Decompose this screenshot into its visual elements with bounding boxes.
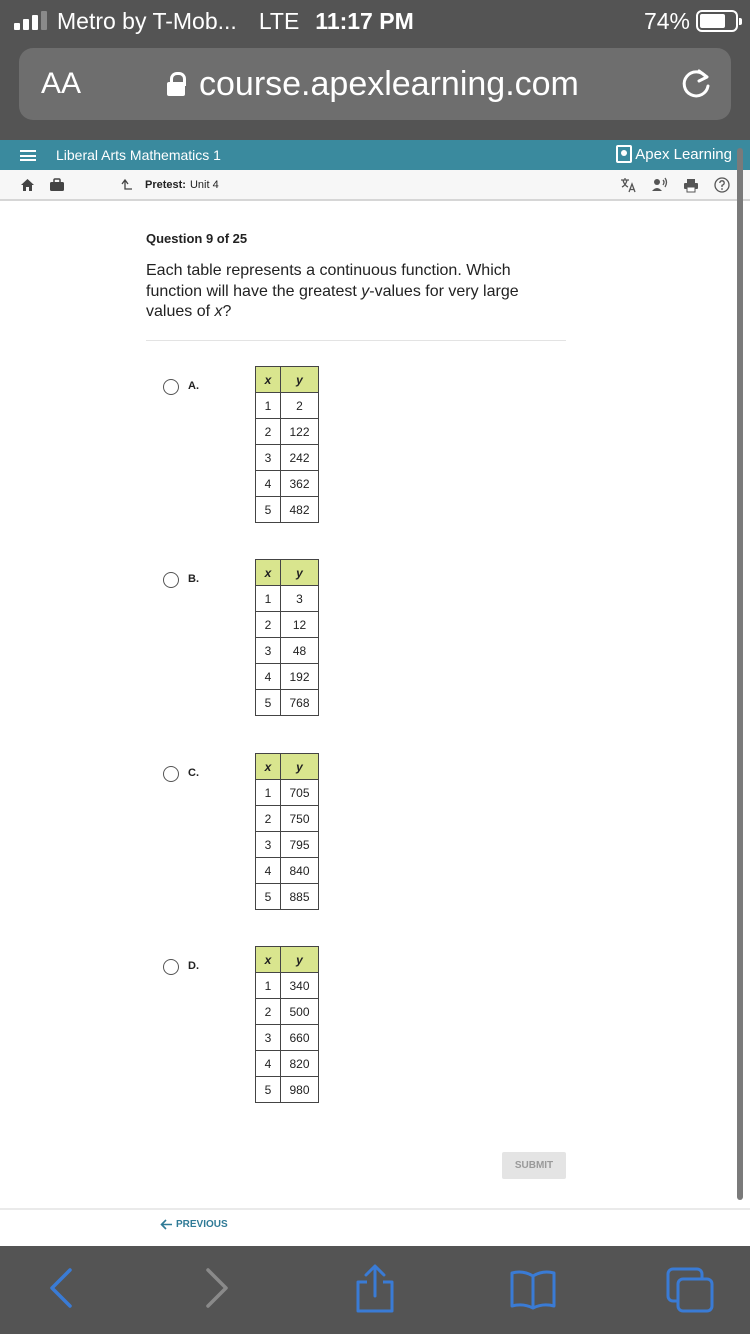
table-cell: 2 <box>256 806 281 832</box>
table-row <box>256 612 319 638</box>
url-text[interactable]: course.apexlearning.com <box>199 64 579 103</box>
table-cell: 5 <box>256 884 281 910</box>
back-chevron-icon[interactable] <box>48 1266 74 1310</box>
table-row <box>256 780 319 806</box>
option-letter: C. <box>188 767 199 779</box>
table-cell: 4 <box>256 471 281 497</box>
table-row <box>256 858 319 884</box>
table-cell: 840 <box>281 858 319 884</box>
table-row <box>256 832 319 858</box>
forward-chevron-icon[interactable] <box>204 1266 230 1310</box>
radio-button[interactable] <box>163 379 179 395</box>
table-cell: 768 <box>281 690 319 716</box>
table-cell: 122 <box>281 419 319 445</box>
book-icon[interactable] <box>509 1270 557 1310</box>
help-icon[interactable] <box>714 177 730 193</box>
clock: 11:17 PM <box>315 7 414 34</box>
table-cell: 1 <box>256 973 281 999</box>
table-cell: 660 <box>281 1025 319 1051</box>
table-cell: 362 <box>281 471 319 497</box>
table-header-x: x <box>256 754 281 780</box>
table-cell: 750 <box>281 806 319 832</box>
table-cell: 1 <box>256 393 281 419</box>
table-cell: 340 <box>281 973 319 999</box>
text-size-button[interactable]: AA <box>41 67 82 100</box>
submit-button[interactable]: SUBMIT <box>502 1152 566 1179</box>
option-letter: D. <box>188 960 199 972</box>
menu-icon[interactable] <box>20 150 36 161</box>
radio-button[interactable] <box>163 959 179 975</box>
battery-percent: 74% <box>643 7 690 34</box>
course-header <box>0 140 750 170</box>
value-table <box>255 946 319 1103</box>
table-row <box>256 664 319 690</box>
table-cell: 4 <box>256 1051 281 1077</box>
breadcrumb <box>145 179 219 191</box>
table-cell: 2 <box>256 419 281 445</box>
table-cell: 820 <box>281 1051 319 1077</box>
home-icon[interactable] <box>20 178 35 192</box>
table-row <box>256 973 319 999</box>
table-cell: 48 <box>281 638 319 664</box>
table-cell: 5 <box>256 690 281 716</box>
table-cell: 3 <box>256 445 281 471</box>
table-cell: 1 <box>256 780 281 806</box>
battery-status <box>644 8 738 35</box>
address-bar[interactable] <box>19 48 731 120</box>
question-number: Question 9 of 25 <box>146 231 248 246</box>
translate-icon[interactable] <box>620 177 636 193</box>
table-row <box>256 806 319 832</box>
table-row <box>256 471 319 497</box>
browser-chrome <box>0 0 750 140</box>
table-cell: 500 <box>281 999 319 1025</box>
text-to-speech-icon[interactable] <box>651 177 668 193</box>
previous-button[interactable] <box>160 1219 228 1230</box>
table-cell: 3 <box>256 1025 281 1051</box>
table-cell: 5 <box>256 1077 281 1103</box>
status-bar <box>14 6 738 36</box>
question-text <box>146 261 566 323</box>
question-text-part: ? <box>222 303 232 320</box>
table-row <box>256 586 319 612</box>
table-row <box>256 690 319 716</box>
question-var-y: y <box>361 282 370 300</box>
value-table <box>255 366 319 523</box>
table-cell: 2 <box>281 393 319 419</box>
question-var-x: x <box>214 303 223 320</box>
table-cell: 1 <box>256 586 281 612</box>
toolbar <box>0 170 750 201</box>
table-cell: 2 <box>256 999 281 1025</box>
question-text-part: Each table represents a continuous function. Which function will have the greatest <box>146 262 511 300</box>
table-cell: 795 <box>281 832 319 858</box>
briefcase-icon[interactable] <box>49 178 65 192</box>
table-header-x: x <box>256 947 281 973</box>
reload-icon[interactable] <box>679 67 713 101</box>
table-row <box>256 1025 319 1051</box>
table-row <box>256 999 319 1025</box>
table-cell: 482 <box>281 497 319 523</box>
table-row <box>256 497 319 523</box>
option-letter: B. <box>188 573 199 585</box>
table-cell: 705 <box>281 780 319 806</box>
network-type: LTE <box>258 7 300 34</box>
battery-icon <box>696 10 738 32</box>
divider <box>146 340 566 341</box>
table-row <box>256 884 319 910</box>
breadcrumb-type: Pretest: <box>145 178 186 191</box>
question-text-part: -values for very large values of <box>146 282 519 320</box>
value-table <box>255 753 319 910</box>
apex-brand: Apex Learning <box>635 145 732 163</box>
table-header-x: x <box>256 560 281 586</box>
browser-toolbar <box>0 1246 750 1334</box>
table-header-y: y <box>281 754 319 780</box>
table-row <box>256 1077 319 1103</box>
table-header-x: x <box>256 367 281 393</box>
print-icon[interactable] <box>683 178 699 193</box>
table-header-y: y <box>281 560 319 586</box>
left-arrow-icon <box>160 1219 173 1230</box>
divider <box>0 1208 750 1210</box>
table-cell: 3 <box>256 638 281 664</box>
signal-icon <box>14 12 47 30</box>
table-cell: 3 <box>256 832 281 858</box>
table-cell: 2 <box>256 612 281 638</box>
table-header-y: y <box>281 367 319 393</box>
course-title: Liberal Arts Mathematics 1 <box>56 147 221 163</box>
radio-button[interactable] <box>163 572 179 588</box>
table-cell: 4 <box>256 664 281 690</box>
share-icon[interactable] <box>354 1264 396 1314</box>
table-cell: 192 <box>281 664 319 690</box>
scrollbar[interactable] <box>737 148 743 1200</box>
table-cell: 242 <box>281 445 319 471</box>
table-cell: 5 <box>256 497 281 523</box>
table-row <box>256 1051 319 1077</box>
table-cell: 3 <box>281 586 319 612</box>
previous-label: PREVIOUS <box>176 1219 228 1230</box>
lock-icon <box>167 72 185 96</box>
table-cell: 12 <box>281 612 319 638</box>
table-cell: 885 <box>281 884 319 910</box>
table-header-y: y <box>281 947 319 973</box>
table-row <box>256 393 319 419</box>
table-row <box>256 638 319 664</box>
radio-button[interactable] <box>163 766 179 782</box>
apex-logo-icon <box>616 145 632 163</box>
table-row <box>256 419 319 445</box>
apex-logo <box>616 145 732 163</box>
up-arrow-icon[interactable] <box>119 178 133 192</box>
table-cell: 4 <box>256 858 281 884</box>
breadcrumb-unit: Unit 4 <box>189 178 219 191</box>
table-row <box>256 445 319 471</box>
url-display[interactable] <box>167 65 579 104</box>
carrier-name: Metro by T-Mob... <box>57 7 237 34</box>
value-table <box>255 559 319 716</box>
table-cell: 980 <box>281 1077 319 1103</box>
tabs-icon[interactable] <box>665 1266 715 1314</box>
option-letter: A. <box>188 380 199 392</box>
